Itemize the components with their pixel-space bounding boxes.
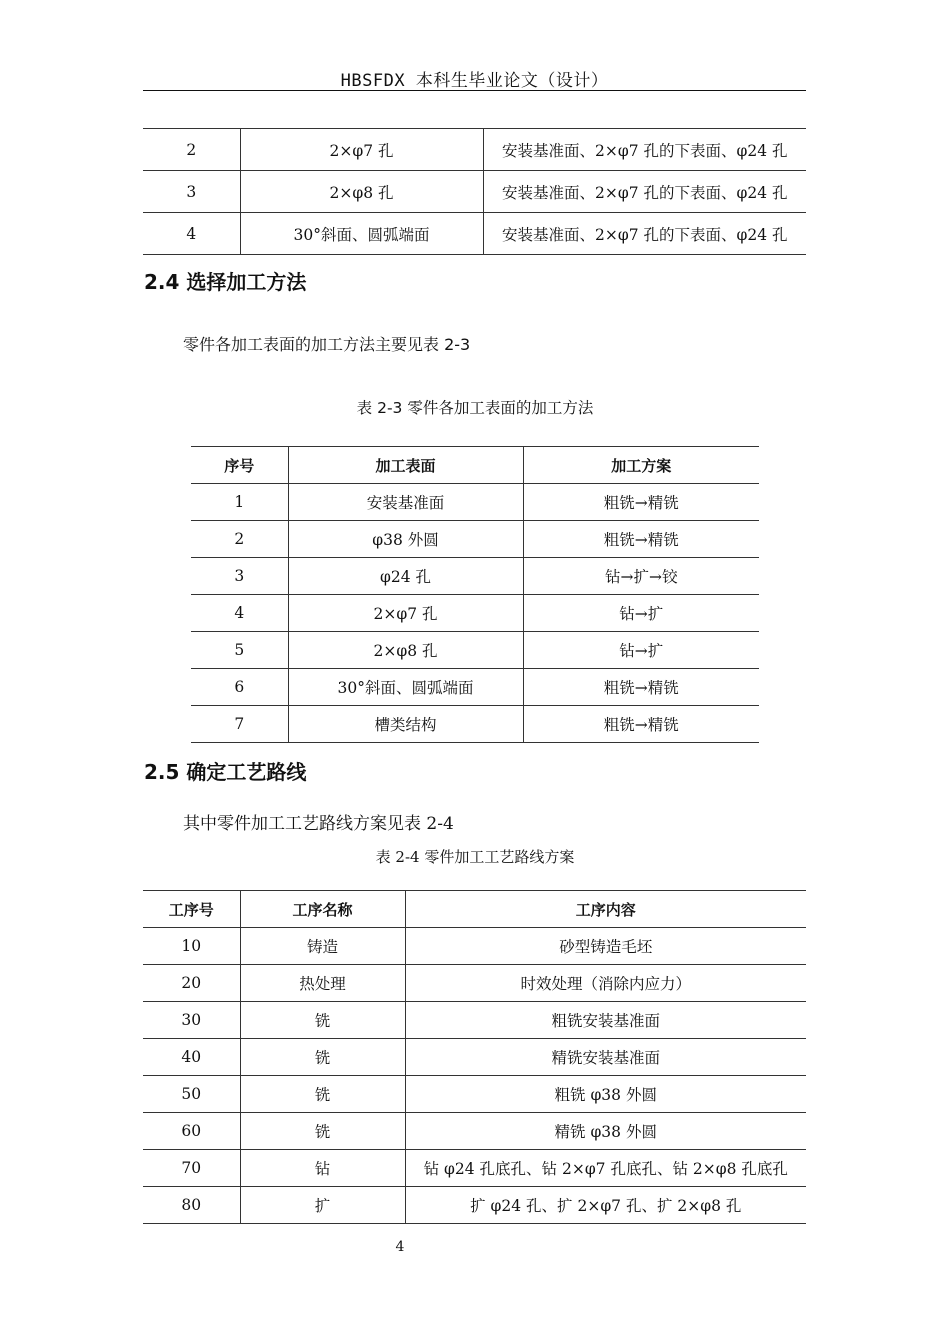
table-cell: 50 <box>181 1085 202 1103</box>
table-cell: 60 <box>181 1122 202 1140</box>
table-row <box>191 521 759 558</box>
table-cell: 2×φ7 孔 <box>288 595 523 632</box>
header-rule <box>143 90 806 91</box>
table-cell: 安装基准面 <box>288 484 523 521</box>
table-cell: 粗铣→精铣 <box>523 484 759 521</box>
table-cell: 20 <box>181 974 202 992</box>
table-cell: 安装基准面、2×φ7 孔的下表面、φ24 孔 <box>483 213 806 255</box>
table-caption-2-3: 表 2-3 零件各加工表面的加工方法 <box>356 399 594 417</box>
table-cell: φ24 孔 <box>288 558 523 595</box>
table-2-4 <box>143 890 806 1224</box>
table-cell: 粗铣→精铣 <box>523 706 759 743</box>
table-cell: 扩 <box>240 1187 405 1224</box>
paragraph-2-5: 其中零件加工工艺路线方案见表 2-4 <box>183 814 454 834</box>
table-cell: 2×φ7 孔 <box>240 129 483 171</box>
page-number: 4 <box>395 1239 405 1255</box>
column-header: 工序号 <box>168 900 214 919</box>
table-row <box>143 1002 806 1039</box>
table-cell: 粗铣 φ38 外圆 <box>405 1076 806 1113</box>
table-cell: 粗铣→精铣 <box>523 669 759 706</box>
table-cell: 3 <box>186 182 197 201</box>
column-header: 工序内容 <box>405 891 806 928</box>
column-header: 加工表面 <box>288 447 523 484</box>
table-cell: 钻→扩 <box>523 595 759 632</box>
table-row <box>191 706 759 743</box>
table-cell: 10 <box>181 937 202 955</box>
table-row <box>191 669 759 706</box>
table-cell: 扩 φ24 孔、扩 2×φ7 孔、扩 2×φ8 孔 <box>405 1187 806 1224</box>
table-cell: 5 <box>234 641 245 659</box>
table-cell: 铣 <box>240 1076 405 1113</box>
table-cell: 4 <box>234 604 245 622</box>
table-row <box>191 595 759 632</box>
table-cell: 安装基准面、2×φ7 孔的下表面、φ24 孔 <box>483 129 806 171</box>
table-cell: 精铣 φ38 外圆 <box>405 1113 806 1150</box>
table-row <box>191 484 759 521</box>
table-row <box>143 965 806 1002</box>
table-cell: 6 <box>234 678 245 696</box>
table-cell: 槽类结构 <box>288 706 523 743</box>
table-cell: 粗铣安装基准面 <box>405 1002 806 1039</box>
table-cell: 3 <box>234 567 245 585</box>
table-row <box>143 1039 806 1076</box>
table-cell: 1 <box>234 493 245 511</box>
column-header: 加工方案 <box>523 447 759 484</box>
table-2-3 <box>191 446 759 743</box>
section-heading-2-5: 2.5 确定工艺路线 <box>144 760 307 784</box>
table-cell: 钻→扩 <box>523 632 759 669</box>
paragraph-2-4: 零件各加工表面的加工方法主要见表 2-3 <box>183 335 471 354</box>
table-row <box>143 213 806 255</box>
table-row <box>143 1150 806 1187</box>
table-cell: 80 <box>181 1196 202 1214</box>
section-heading-2-4: 2.4 选择加工方法 <box>144 270 307 294</box>
table-cell: 钻→扩→铰 <box>523 558 759 595</box>
table-caption-2-4: 表 2-4 零件加工工艺路线方案 <box>375 848 575 866</box>
table-cell: 钻 φ24 孔底孔、钻 2×φ7 孔底孔、钻 2×φ8 孔底孔 <box>405 1150 806 1187</box>
table-cell: 2 <box>234 530 245 548</box>
table-row <box>191 632 759 669</box>
column-header: 工序名称 <box>240 891 405 928</box>
table-row <box>143 928 806 965</box>
table-cell: 粗铣→精铣 <box>523 521 759 558</box>
table-cell: 铣 <box>240 1002 405 1039</box>
table-row <box>143 171 806 213</box>
table-row <box>143 1187 806 1224</box>
table-cell: φ38 外圆 <box>288 521 523 558</box>
table-cell: 2×φ8 孔 <box>288 632 523 669</box>
table-cell: 铸造 <box>240 928 405 965</box>
table-cell: 2×φ8 孔 <box>240 171 483 213</box>
table-cell: 30°斜面、圆弧端面 <box>288 669 523 706</box>
table-cell: 安装基准面、2×φ7 孔的下表面、φ24 孔 <box>483 171 806 213</box>
table-cell: 时效处理（消除内应力） <box>405 965 806 1002</box>
table-row <box>143 1076 806 1113</box>
table-cell: 铣 <box>240 1039 405 1076</box>
table-cell: 铣 <box>240 1113 405 1150</box>
table-header-row <box>191 447 759 484</box>
table-cell: 钻 <box>240 1150 405 1187</box>
table-cell: 30 <box>181 1011 202 1029</box>
running-header: HBSFDX 本科生毕业论文（设计） <box>340 71 609 91</box>
table-cell: 7 <box>234 715 245 733</box>
table-cell: 精铣安装基准面 <box>405 1039 806 1076</box>
table-continued <box>143 128 806 255</box>
table-cell: 30°斜面、圆弧端面 <box>240 213 483 255</box>
table-cell: 4 <box>186 224 197 243</box>
table-cell: 热处理 <box>240 965 405 1002</box>
table-cell: 砂型铸造毛坯 <box>405 928 806 965</box>
table-cell: 40 <box>181 1048 202 1066</box>
table-row <box>191 558 759 595</box>
table-cell: 70 <box>181 1159 202 1177</box>
table-cell: 2 <box>186 140 197 159</box>
table-row <box>143 1113 806 1150</box>
table-header-row <box>143 891 806 928</box>
table-row <box>143 129 806 171</box>
column-header: 序号 <box>224 456 255 475</box>
